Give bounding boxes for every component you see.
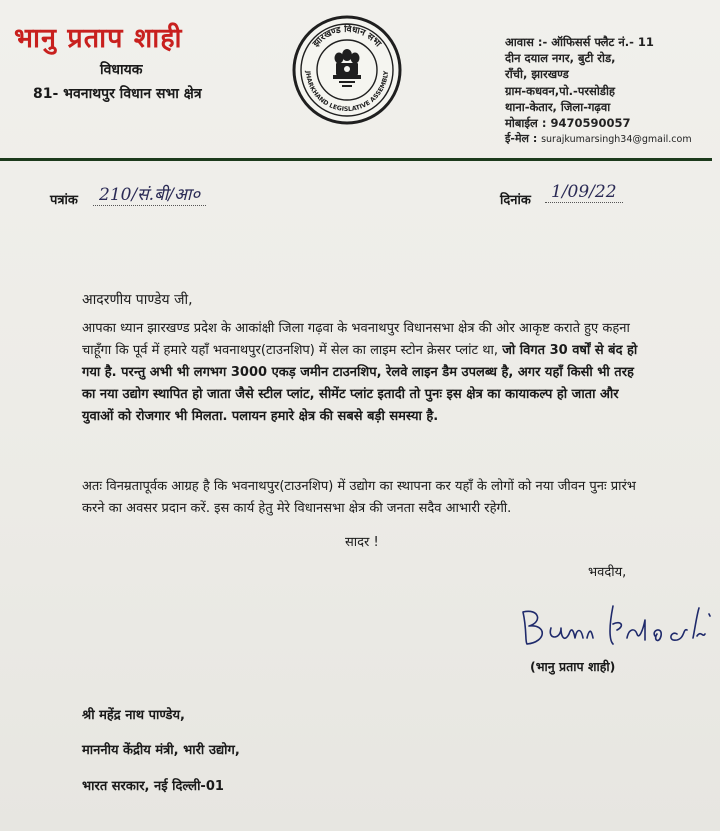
salutation: आदरणीय पाण्डेय जी, [82,292,193,308]
signer-name: (भानु प्रताप शाही) [530,659,616,674]
address-line: मोबाईल : 9470590057 [505,116,631,131]
sender-address [505,34,692,148]
assembly-seal [292,15,402,125]
sender-name: भानु प्रताप शाही [14,23,183,54]
body-paragraph-1 [82,318,642,428]
address-line: थाना-केतार, जिला-गढ़वा [505,99,611,114]
address-line: ग्राम-कधवन,पो.-परसोडीह [505,83,616,98]
paragraph-1-bold-text: जो विगत 30 वर्षों से बंद हो गया है. परन्तु अभी भी लगभग 3000 एकड़ जमीन टाउनशिप, रेलवे लाइन डैम उपलब्ध है, अगर यहाँ किसी भी तरह का नया उद्योग स्थापित हो जाता जैसे स्टील प्लांट, सीमेंट प्लांट इतादी तो पुनः इस क्षेत्र का कायाकल्प हो जाता और युवाओं को रोजगार भी मिलता. पलायन हमारे क्षेत्र की सबसे बड़ी समस्या है. [82,343,638,424]
yours-sincerely: भवदीय, [588,565,627,580]
date-label: दिनांक [500,193,531,208]
seal-bottom-text: JHARKHAND LEGISLATIVE ASSEMBLY [303,70,391,114]
date-value: 1/09/22 [545,182,623,203]
address-line: आवास :- ऑफिसर्स फ्लैट नं.- 11 [505,35,654,49]
email-value: surajkumarsingh34@gmail.com [541,134,692,146]
paragraph-1-text: आपका ध्यान झारखण्ड प्रदेश के आकांक्षी जिला गढ़वा के भवनाथपुर विधानसभा क्षेत्र की ओर आकृष्ट कराते हुए कहना चाहूँगा कि पूर्व में हमारे यहाँ भवनाथपुर(टाउनशिप) में सेल का लाइम स्टोन क्रेसर प्लांट था, [82,321,630,358]
sender-constituency: 81- भवनाथपुर विधान सभा क्षेत्र [33,86,202,102]
body-paragraph-2: अतः विनम्रतापूर्वक आग्रह है कि भवनाथपुर(टाउनशिप) में उद्योग का स्थापना कर यहाँ के लोगों को नया जीवन पुनः प्रारंभ करने का अवसर प्रदान करें. इस कार्य हेतु मेरे विधानसभा क्षेत्र की जनता सदैव आभारी रहेगी. [82,479,636,516]
recipient-designation: माननीय केंद्रीय मंत्री, भारी उद्योग, [82,743,240,758]
address-line: राँची, झारखण्ड [505,67,569,82]
reference-number: 210/सं.बी/आ० [93,182,206,206]
sender-designation: विधायक [100,62,143,78]
header-divider [0,158,712,161]
address-line: दीन दयाल नगर, बुटी रोड, [505,51,616,66]
recipient-name: श्री महेंद्र नाथ पाण्डेय, [82,708,185,723]
email-line [505,131,692,148]
handwritten-signature [517,600,717,652]
email-label: ई-मेल : [505,132,538,146]
closing-regards: सादर ! [345,535,379,550]
reference-label: पत्रांक [50,193,78,208]
seal-top-text: झारखण्ड विधान सभा [311,24,383,50]
recipient-address: भारत सरकार, नई दिल्ली-01 [82,779,224,794]
